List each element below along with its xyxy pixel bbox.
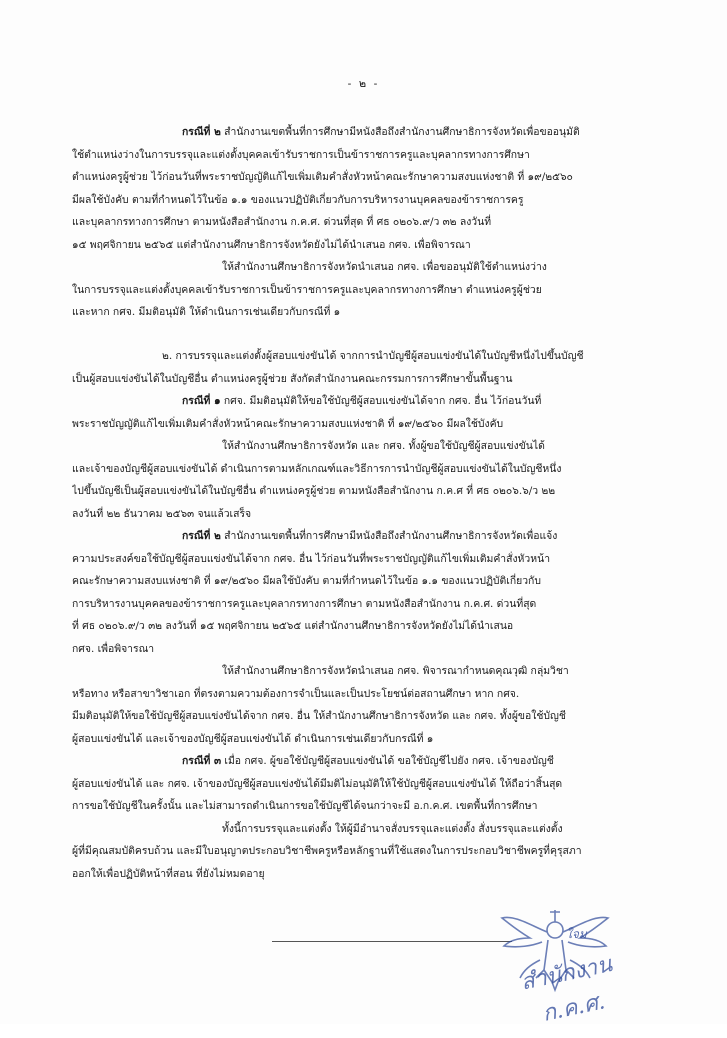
section-heading-line: เป็นผู้สอบแข่งขันได้ในบัญชีอื่น ตำแหน่งครูผู้ช่วย สังกัดสำนักงานคณะกรรมการการศึกษาขั้นพื้นฐาน <box>72 372 513 385</box>
paragraph-line: หรือทาง หรือสาขาวิชาเอก ที่ตรงตามความต้องการจำเป็นและเป็นประโยชน์ต่อสถานศึกษา หาก กศจ. <box>72 687 520 700</box>
paragraph-line: ผู้ที่มีคุณสมบัติครบถ้วน และมีใบอนุญาตประกอบวิชาชีพครูหรือหลักฐานที่ใช้แสดงในการประกอบวิชาชีพครูที่คุรุสภา <box>72 845 582 857</box>
paragraph-line: กศจ. เพื่อพิจารณา <box>72 642 155 655</box>
case-label: กรณีที่ ๑ <box>182 395 221 407</box>
paragraph-line: ออกให้เพื่อปฏิบัติหน้าที่สอน ที่ยังไม่หมดอายุ <box>72 867 265 880</box>
paragraph-line: ผู้สอบแข่งขันได้ และ กศจ. เจ้าของบัญชีผู้สอบแข่งขันได้มีมติไม่อนุมัติให้ใช้บัญชีผู้สอบแข่งขันได้ ให้ถือว่าสิ้นสุด <box>72 777 563 790</box>
text-line: กศจ. มีมติอนุมัติให้ขอใช้บัญชีผู้สอบแข่งขันได้จาก กศจ. อื่น ไว้ก่อนวันที่ <box>223 395 542 407</box>
paragraph-line <box>72 390 682 413</box>
paragraph-line <box>72 121 682 144</box>
paragraph-line: ๑๕ พฤศจิกายน ๒๕๖๕ แต่สำนักงานศึกษาธิการจังหวัดยังไม่ได้นำเสนอ กศจ. เพื่อพิจารณา <box>72 238 471 251</box>
paragraph-line: มีผลใช้บังคับ ตามที่กำหนดไว้ในข้อ ๑.๑ ของแนวปฏิบัติเกี่ยวกับการบริหารงานบุคคลของข้าราชการครู <box>72 193 524 206</box>
paragraph-line: ในการบรรจุและแต่งตั้งบุคคลเข้ารับราชการเป็นข้าราชการครูและบุคลากรทางการศึกษา ตำแหน่งครูผู้ช่วย <box>72 283 542 296</box>
case-label: กรณีที่ ๓ <box>182 755 222 767</box>
paragraph-line: ทั้งนี้การบรรจุและแต่งตั้ง ให้ผู้มีอำนาจสั่งบรรจุและแต่งตั้ง สั่งบรรจุและแต่งตั้ง <box>222 822 563 835</box>
paragraph-line: การบริหารงานบุคคลของข้าราชการครูและบุคลากรทางการศึกษา ตามหนังสือสำนักงาน ก.ค.ศ. ด่วนที่สุด <box>72 597 537 610</box>
paragraph-line <box>72 750 682 773</box>
paragraph-line: ความประสงค์ขอใช้บัญชีผู้สอบแข่งขันได้จาก กศจ. อื่น ไว้ก่อนวันที่พระราชบัญญัติแก้ไขเพิ่มเติมคำสั่งหัวหน้า <box>72 552 551 565</box>
paragraph-line <box>72 525 682 548</box>
paragraph-line: และหาก กศจ. มีมติอนุมัติ ให้ดำเนินการเช่นเดียวกับกรณีที่ ๑ <box>72 306 341 318</box>
paragraph-line: และเจ้าของบัญชีผู้สอบแข่งขันได้ ดำเนินการตามหลักเกณฑ์และวิธีการการนำบัญชีผู้สอบแข่งขันได้ในบัญชีหนึ่ง <box>72 462 562 475</box>
paragraph-line: ลงวันที่ ๒๒ ธันวาคม ๒๕๖๓ จนแล้วเสร็จ <box>72 507 252 520</box>
paragraph-line: ตำแหน่งครูผู้ช่วย ไว้ก่อนวันที่พระราชบัญญัติแก้ไขเพิ่มเติมคำสั่งหัวหน้าคณะรักษาความสงบแห่งชาติ ที่ ๑๙/๒๕๖๐ <box>72 171 573 183</box>
paragraph-line: มีมติอนุมัติให้ขอใช้บัญชีผู้สอบแข่งขันได้จาก กศจ. อื่น ให้สำนักงานศึกษาธิการจังหวัด และ กศจ. ทั้งผู้ขอใช้บัญชี <box>72 710 566 722</box>
text-line: เมื่อ กศจ. ผู้ขอใช้บัญชีผู้สอบแข่งขันได้ ขอใช้บัญชีไปยัง กศจ. เจ้าของบัญชี <box>224 755 554 767</box>
stamp-text: สำนักงาน ก.ค.ศ. <box>518 952 615 1027</box>
page-number: - ๒ - <box>347 77 380 90</box>
paragraph-line: ให้สำนักงานศึกษาธิการจังหวัด และ กศจ. ทั้งผู้ขอใช้บัญชีผู้สอบแข่งขันได้ <box>222 440 545 452</box>
case-label: กรณีที่ ๒ <box>182 126 221 138</box>
paragraph-line: ให้สำนักงานศึกษาธิการจังหวัดนำเสนอ กศจ. เพื่อขออนุมัติใช้ตำแหน่งว่าง <box>222 261 547 273</box>
paragraph-line: พระราชบัญญัติแก้ไขเพิ่มเติมคำสั่งหัวหน้าคณะรักษาความสงบแห่งชาติ ที่ ๑๙/๒๕๖๐ มีผลใช้บังคับ <box>72 417 504 430</box>
paragraph-line: ให้สำนักงานศึกษาธิการจังหวัดนำเสนอ กศจ. พิจารณากำหนดคุณวุฒิ กลุ่มวิชา <box>222 665 569 677</box>
paragraph-line: และบุคลากรทางการศึกษา ตามหนังสือสำนักงาน ก.ค.ศ. ด่วนที่สุด ที่ ศธ ๐๒๐๖.๙/ว ๓๒ ลงวันที่ <box>72 216 492 228</box>
signature-line <box>272 941 512 942</box>
paragraph-line: ไปขึ้นบัญชีเป็นผู้สอบแข่งขันได้ในบัญชีอื่น ตำแหน่งครูผู้ช่วย ตามหนังสือสำนักงาน ก.ค.ศ ที่ ศธ ๐๒๐๖.๖/ว ๒๒ <box>72 485 556 497</box>
paragraph-line: คณะรักษาความสงบแห่งชาติ ที่ ๑๙/๒๕๖๐ มีผลใช้บังคับ ตามที่กำหนดไว้ในข้อ ๑.๑ ของแนวปฏิบัติเกี่ยวกับ <box>72 575 541 587</box>
section2 <box>72 345 682 885</box>
paragraph-line: การขอใช้บัญชีในครั้งนั้น และไม่สามารถดำเนินการขอใช้บัญชีได้จนกว่าจะมี อ.ก.ค.ศ. เขตพื้นที่การศึกษา <box>72 800 538 812</box>
section1-case2 <box>72 121 682 324</box>
case-label: กรณีที่ ๒ <box>182 530 221 542</box>
paragraph-line: ที่ ศธ ๐๒๐๖.๙/ว ๓๒ ลงวันที่ ๑๕ พฤศจิกายน ๒๕๖๕ แต่สำนักงานศึกษาธิการจังหวัดยังไม่ได้นำเสนอ <box>72 620 514 632</box>
paragraph-line: ผู้สอบแข่งขันได้ และเจ้าของบัญชีผู้สอบแข่งขันได้ ดำเนินการเช่นเดียวกับกรณีที่ ๑ <box>72 732 434 745</box>
handwritten-initials: ใจม <box>566 927 587 941</box>
section-heading-line: ๒. การบรรจุและแต่งตั้งผู้สอบแข่งขันได้ จากการนำบัญชีผู้สอบแข่งขันได้ในบัญชีหนึ่งไปขึ้นบัญชี <box>162 350 584 362</box>
paragraph-line: ใช้ตำแหน่งว่างในการบรรจุและแต่งตั้งบุคคลเข้ารับราชการเป็นข้าราชการครูและบุคลากรทางการศึกษา <box>72 148 530 161</box>
text-line: สำนักงานเขตพื้นที่การศึกษามีหนังสือถึงสำนักงานศึกษาธิการจังหวัดเพื่อขออนุมัติ <box>224 126 580 138</box>
text-line: สำนักงานเขตพื้นที่การศึกษามีหนังสือถึงสำนักงานศึกษาธิการจังหวัดเพื่อแจ้ง <box>224 530 558 542</box>
